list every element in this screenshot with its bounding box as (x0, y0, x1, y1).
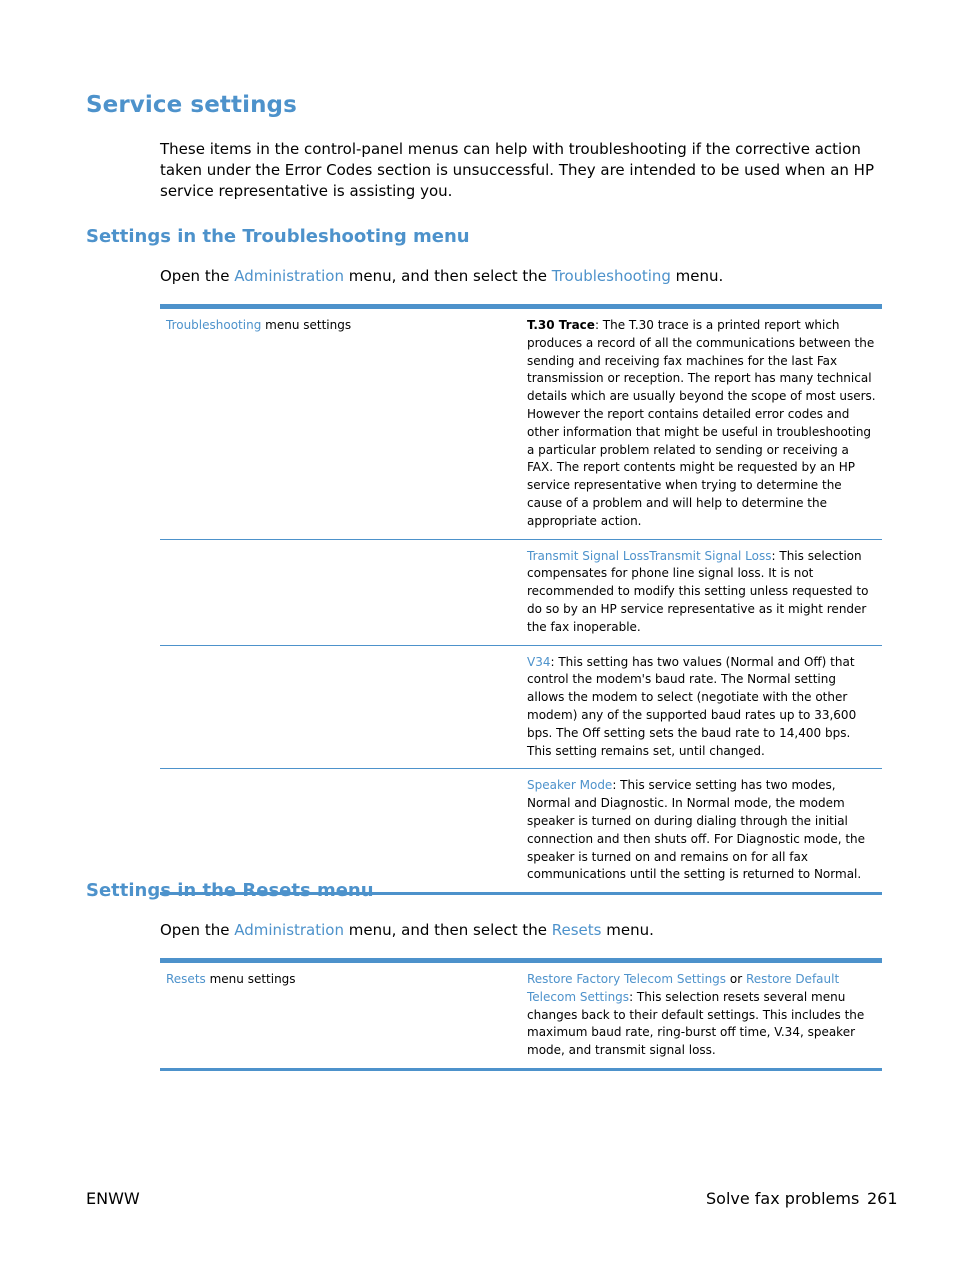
table-row (160, 963, 882, 1068)
administration-link[interactable]: Administration (234, 267, 344, 285)
page-number: 261 (867, 1189, 898, 1208)
table-cell-description (521, 963, 882, 1068)
v34-description: : This setting has two values (Normal and Off) that control the modem's baud rate. The Normal setting allows the modem to select (negotiate with the other modem) any of the supported baud rates up to 33,600 bps. The Off setting sets the baud rate to 14,400 bps. This setting remains set, until changed. (527, 654, 857, 758)
footer-left: ENWW (86, 1189, 140, 1208)
restore-description: : This selection resets several menu changes back to their default settings. This includes the maximum baud rate, ring-burst off time, V.34, speaker mode, and transmit signal loss. (527, 989, 865, 1058)
resets-link[interactable]: Resets (551, 921, 602, 939)
table-cell-menu (160, 309, 521, 539)
restore-factory-telecom-link[interactable]: Restore Factory Telecom Settings (527, 972, 727, 986)
troubleshooting-settings-table (160, 304, 882, 895)
table-cell-description (521, 646, 882, 769)
cell-text: or (726, 972, 746, 986)
restore-default-telecom-link[interactable]: Restore Default Telecom Settings (527, 972, 840, 1004)
troubleshooting-link[interactable]: Troubleshooting (551, 267, 671, 285)
table-cell-description (521, 309, 882, 539)
table-cell-empty (160, 540, 521, 645)
transmit-signal-loss-description: : This selection compensates for phone line signal loss. It is not recommended to modify this setting unless requested to do so by an HP service representative as it might render the fax inoperable. (527, 548, 869, 634)
instruction-text: Open the (160, 267, 235, 285)
table-cell-menu (160, 963, 521, 1068)
troubleshooting-menu-link[interactable]: Troubleshooting (166, 318, 262, 332)
intro-paragraph: These items in the control-panel menus can help with troubleshooting if the corrective action taken under the Error Codes section is unsuccessful. They are intended to be used when an HP service representative is assisting you. (160, 140, 875, 200)
v34-link[interactable]: V34 (527, 654, 551, 669)
t30-trace-description: : The T.30 trace is a printed report which produces a record of all the communications between the sending and receiving fax machines for the last Fax transmission or reception. The report has many technical details which are usually beyond the scope of most users. However the report contains detailed error codes and other information that might be useful in troubleshooting a particular problem related to sending or receiving a FAX. The report contents might be requested by an HP service representative when trying to determine the cause of a problem and will help to determine the appropriate action. (527, 318, 876, 528)
troubleshooting-heading: Settings in the Troubleshooting menu (86, 226, 470, 247)
resets-menu-link[interactable]: Resets (166, 972, 206, 986)
speaker-mode-link[interactable]: Speaker Mode (527, 778, 613, 793)
resets-instruction (160, 920, 654, 941)
table-cell-empty (160, 646, 521, 769)
table-row (160, 309, 882, 540)
instruction-text: Open the (160, 921, 235, 939)
instruction-text: menu, and then select the (343, 267, 552, 285)
table-cell-empty (160, 769, 521, 892)
resets-heading: Settings in the Resets menu (86, 880, 374, 901)
table-row (160, 769, 882, 892)
troubleshooting-instruction (160, 266, 723, 287)
table-row (160, 646, 882, 770)
table-cell-description (521, 540, 882, 645)
speaker-mode-description: : This service setting has two modes, Normal and Diagnostic. In Normal mode, the modem speaker is turned on during dialing through the initial connection and then shuts off. For Diagnostic mode, the speaker is turned on and remains on for all fax communications until the setting is returned to Normal. (527, 778, 866, 882)
instruction-text: menu, and then select the (343, 921, 552, 939)
table-row (160, 540, 882, 646)
table-cell-description (521, 769, 882, 892)
footer-section-title: Solve fax problems (706, 1189, 860, 1208)
instruction-text: menu. (601, 921, 654, 939)
cell-text: menu settings (205, 972, 296, 986)
transmit-signal-loss-link[interactable]: Transmit Signal LossTransmit Signal Loss (527, 548, 772, 563)
page-title: Service settings (86, 92, 297, 118)
t30-trace-term: T.30 Trace (527, 318, 595, 332)
administration-link[interactable]: Administration (234, 921, 344, 939)
cell-text: menu settings (261, 318, 352, 332)
instruction-text: menu. (670, 267, 724, 285)
resets-settings-table (160, 958, 882, 1071)
